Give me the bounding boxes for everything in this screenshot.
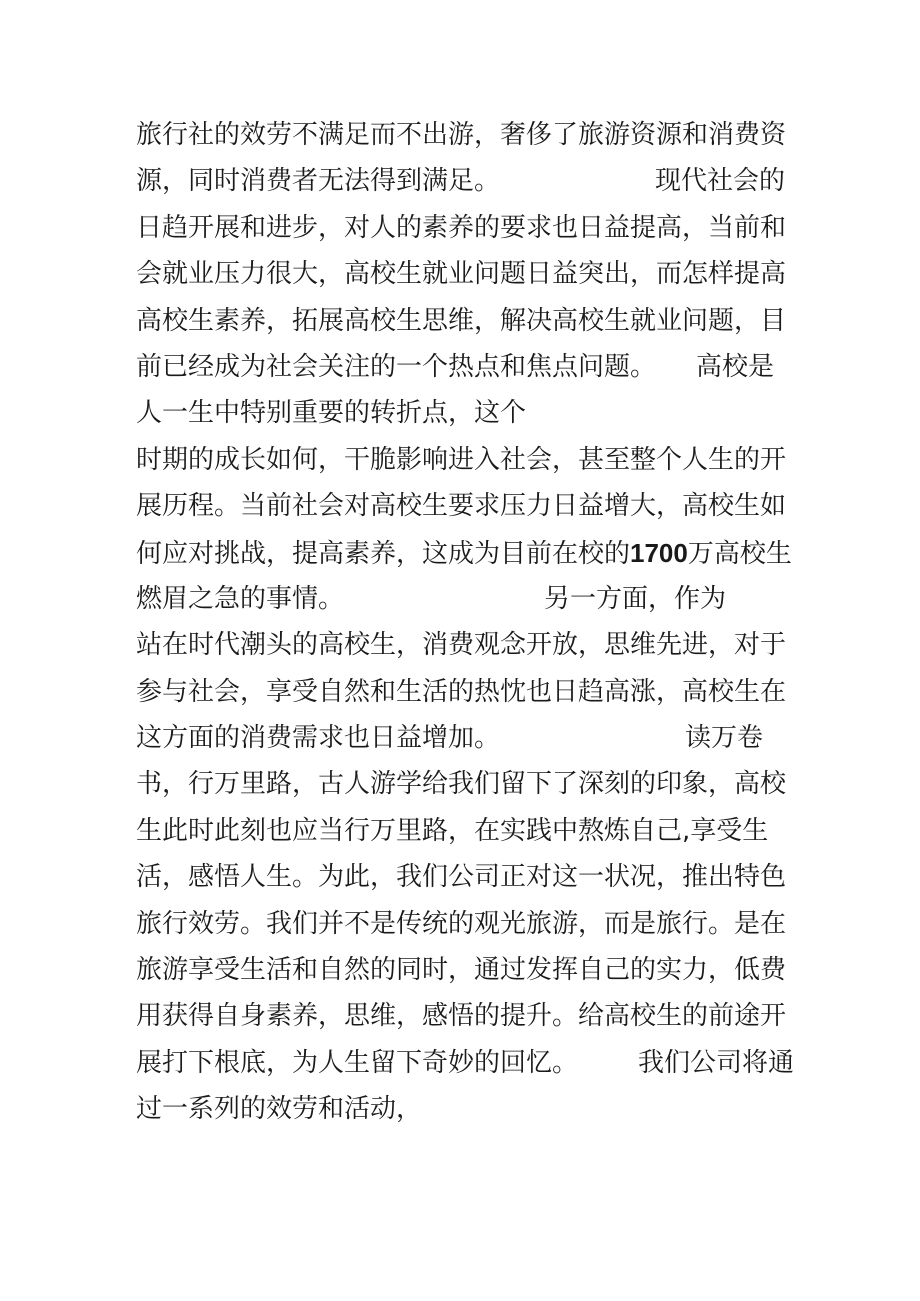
text-line-7: 人一生中特别重要的转折点，这个 [136, 398, 527, 429]
text-line-6: 前已经成为社会关注的一个热点和焦点问题。 高校是 [136, 351, 775, 382]
text-line-15: 书，行万里路，古人游学给我们留下了深刻的印象，高校 [136, 769, 787, 800]
text-line-1: 旅行社的效劳不满足而不出游，奢侈了旅游资源和消费资 [136, 120, 787, 150]
text-line-13: 参与社会，享受自然和生活的热忱也日趋高涨，高校生在 [136, 676, 787, 707]
text-line-16: 生此时此刻也应当行万里路，在实践中熬炼自己,享受生 [136, 815, 769, 846]
text-line-18: 旅行效劳。我们并不是传统的观光旅游，而是旅行。是在 [136, 908, 787, 939]
document-body [136, 112, 806, 1133]
text-line-3: 日趋开展和进步，对人的素养的要求也日益提高，当前和 [136, 212, 787, 243]
text-line-12: 站在时代潮头的高校生，消费观念开放，思维先进，对于 [136, 630, 787, 661]
text-line-11: 燃眉之急的事情。 另一方面，作为 [136, 583, 727, 614]
text-line-4: 会就业压力很大，高校生就业问题日益突出，而怎样提高 [136, 259, 787, 290]
student-count: 1700 [630, 537, 688, 568]
text-line-22: 过一系列的效劳和活动， [136, 1094, 423, 1125]
text-line-10: 何应对挑战，提高素养，这成为目前在校的1700万高校生 [136, 537, 792, 569]
text-line-5: 高校生素养，拓展高校生思维，解决高校生就业问题，目 [136, 305, 787, 336]
text-line-8: 时期的成长如何，干脆影响进入社会，甚至整个人生的开 [136, 444, 787, 475]
text-line-21: 展打下根底，为人生留下奇妙的回忆。 我们公司将通 [136, 1047, 795, 1078]
text-line-2: 源，同时消费者无法得到满足。 现代社会的 [136, 166, 786, 197]
text-line-9: 展历程。当前社会对高校生要求压力日益增大，高校生如 [136, 491, 787, 522]
text-line-19: 旅游享受生活和自然的同时，通过发挥自己的实力，低费 [136, 955, 787, 986]
text-line-17: 活，感悟人生。为此，我们公司正对这一状况，推出特色 [136, 862, 787, 893]
text-line-20: 用获得自身素养，思维，感悟的提升。给高校生的前途开 [136, 1001, 787, 1032]
text-line-14: 这方面的消费需求也日益增加。 读万卷 [136, 723, 764, 754]
